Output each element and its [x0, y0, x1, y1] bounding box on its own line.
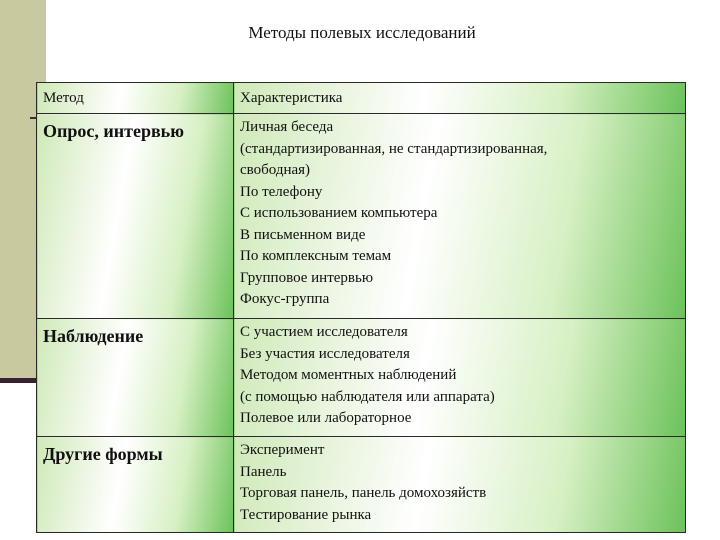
trait-item: Методом моментных наблюдений [240, 367, 457, 383]
trait-item: Панель [240, 463, 287, 480]
trait-item: Полевое или лабораторное [240, 410, 412, 426]
trait-item: По телефону [240, 183, 323, 200]
trait-item: С участием исследователя [240, 324, 408, 340]
trait-item: свободная) [240, 162, 311, 178]
method-cell: Опрос, интервью [37, 114, 234, 319]
characteristics-cell [234, 114, 686, 319]
trait-item: Эксперимент [240, 442, 325, 458]
trait-item: Без участия исследователя [240, 345, 410, 362]
characteristics-cell [234, 437, 686, 533]
table-row [37, 114, 686, 319]
header-method: Метод [37, 83, 234, 114]
trait-item: В письменном виде [240, 226, 366, 243]
trait-item: Торговая панель, панель домохозяйств [240, 485, 487, 501]
trait-item: Личная беседа [240, 119, 334, 135]
slide-title: Методы полевых исследований [248, 23, 476, 42]
trait-item: С использованием компьютера [240, 205, 438, 221]
trait-item: (с помощью наблюдателя или аппарата) [240, 388, 495, 405]
table-row [37, 319, 686, 437]
table-row [37, 437, 686, 533]
method-cell: Другие формы [37, 437, 234, 533]
methods-table [36, 82, 686, 533]
trait-item: Групповое интервью [240, 269, 374, 286]
trait-item: По комплексным темам [240, 248, 392, 264]
trait-item: Тестирование рынка [240, 506, 372, 523]
header-characteristic: Характеристика [234, 83, 686, 114]
trait-item: (стандартизированная, не стандартизированная, [240, 140, 548, 157]
method-cell: Наблюдение [37, 319, 234, 437]
table-header-row [37, 83, 686, 114]
characteristics-cell [234, 319, 686, 437]
trait-item: Фокус-группа [240, 291, 330, 307]
